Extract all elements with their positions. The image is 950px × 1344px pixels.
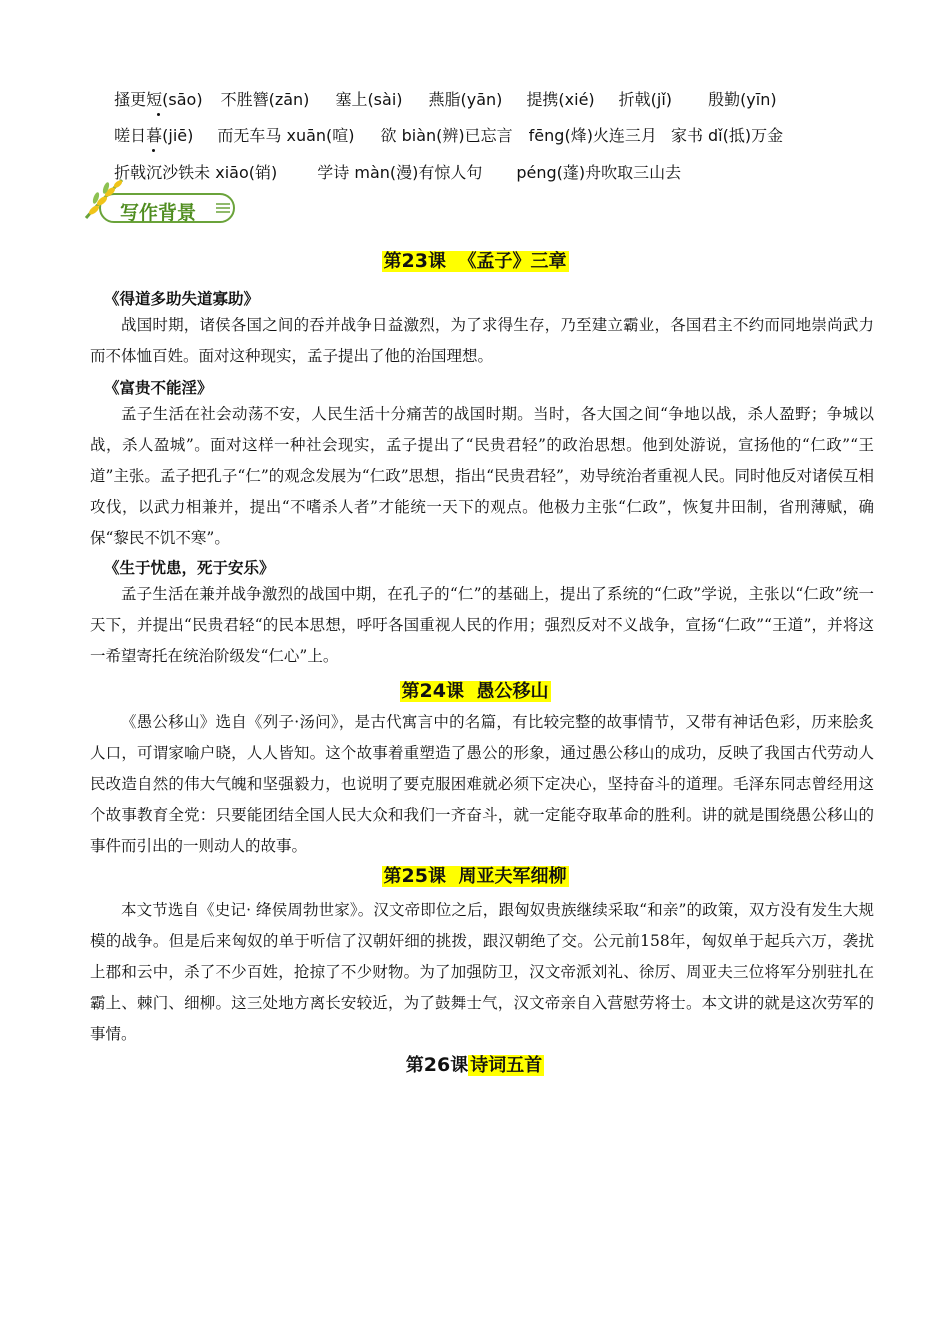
vocab-row-2: [104, 106, 783, 146]
vocab-item: 欲 biàn(辨)已忘言: [380, 126, 513, 145]
vocab-item: péng(蓬)舟吹取三山去: [516, 163, 682, 182]
vocab-row-1: [104, 70, 777, 110]
lesson-24-paragraph: 《愚公移山》选自《列子·汤问》，是古代寓言中的名篇，有比较完整的故事情节，又带有神话色彩，历来脍炙人口，可谓家喻户晓，人人皆知。这个故事着重塑造了愚公的形象，通过愚公移山的成功，反映了我国古代劳动人民改造自然的伟大气魄和坚强毅力，也说明了要克服困难就必须下定决心，坚持奋斗的道理。毛泽东同志曾经用这个故事教育全党：只要能团结全国人民大众和我们一齐奋斗，就一定能夺取革命的胜利。讲的就是围绕愚公移山的事件而引出的一则动人的故事。: [90, 713, 874, 855]
lesson-25-paragraph: 本文节选自《史记· 绛侯周勃世家》。汉文帝即位之后，跟匈奴贵族继续采取“和亲”的政策，双方没有发生大规模的战争。但是后来匈奴的单于听信了汉朝奸细的挑拨，跟汉朝绝了交。公元前158年，匈奴单于起兵六万，袭扰上郡和云中，杀了不少百姓，抢掠了不少财物。为了加强防卫，汉文帝派刘礼、徐厉、周亚夫三位将军分别驻扎在霸上、棘门、细柳。这三处地方离长安较近，为了鼓舞士气，汉文帝亲自入营慰劳将士。本文讲的就是这次劳军的事情。: [90, 901, 874, 1043]
section-title: 《生于忧患，死于安乐》: [104, 559, 275, 577]
section-paragraph: 孟子生活在兼并战争激烈的战国中期，在孔子的“仁”的基础上，提出了系统的“仁政”学说，主张以“仁政”统一天下，并提出“民贵君轻“的民本思想，呼吁各国重视人民的作用；强烈反对不义战争，宣扬“仁政”“王道”，并将这一希望寄托在统治阶级发“仁心”上。: [90, 585, 874, 665]
vocab-item: 燕脂(yān): [428, 90, 503, 109]
lesson-25-title: 第25课 周亚夫军细柳: [383, 865, 567, 887]
lesson-23-title: 第23课 《孟子》三章: [383, 250, 567, 272]
vocab-item: 学诗 màn(漫)有惊人句: [317, 163, 483, 182]
section-paragraph: 孟子生活在社会动荡不安，人民生活十分痛苦的战国时期。当时，各大国之间“争地以战，杀人盈野；争城以战，杀人盈城”。面对这样一种社会现实，孟子提出了“民贵君轻”的政治思想。他到处游说，宣扬他的“仁政”“王道”主张。孟子把孔子“仁”的观念发展为“仁政”思想，指出“民贵君轻”，劝导统治者重视人民。同时他反对诸侯互相攻伐，以武力相兼并，提出“不嗜杀人者”才能统一天下的观点。他极力主张“仁政”，恢复井田制，省刑薄赋，确保“黎民不饥不寒”。: [90, 405, 874, 547]
vocab-item: 提携(xié): [526, 90, 595, 109]
vocab-item: 搔更短(sāo): [114, 90, 203, 109]
writing-background-badge: [80, 174, 240, 226]
vocab-item: fēng(烽)火连三月: [528, 126, 657, 145]
vocab-item: 嗟日暮(jiē): [114, 126, 194, 145]
vocab-item: 塞上(sài): [335, 90, 403, 109]
section-paragraph: 战国时期，诸侯各国之间的吞并战争日益激烈，为了求得生存，乃至建立霸业，各国君主不约而同地崇尚武力而不体恤百姓。面对这种现实，孟子提出了他的治国理想。: [90, 316, 874, 365]
lesson-26-title: 第26课 诗词五首: [405, 1054, 543, 1076]
badge-label: 写作背景: [120, 202, 197, 224]
vocab-item: 不胜簪(zān): [220, 90, 310, 109]
section-title: 《得道多助失道寡助》: [104, 290, 260, 308]
vocab-item: 而无车马 xuān(喧): [217, 126, 355, 145]
lesson-24-title: 第24课 愚公移山: [401, 680, 549, 702]
vocab-item: 家书 dǐ(抵)万金: [670, 126, 784, 145]
section-title: 《富贵不能淫》: [104, 379, 213, 397]
vocab-item: 折戟沉沙铁未 xiāo(销): [114, 163, 278, 182]
vocab-item: 折戟(jǐ): [618, 90, 673, 109]
vocab-item: 殷勤(yīn): [708, 90, 777, 109]
